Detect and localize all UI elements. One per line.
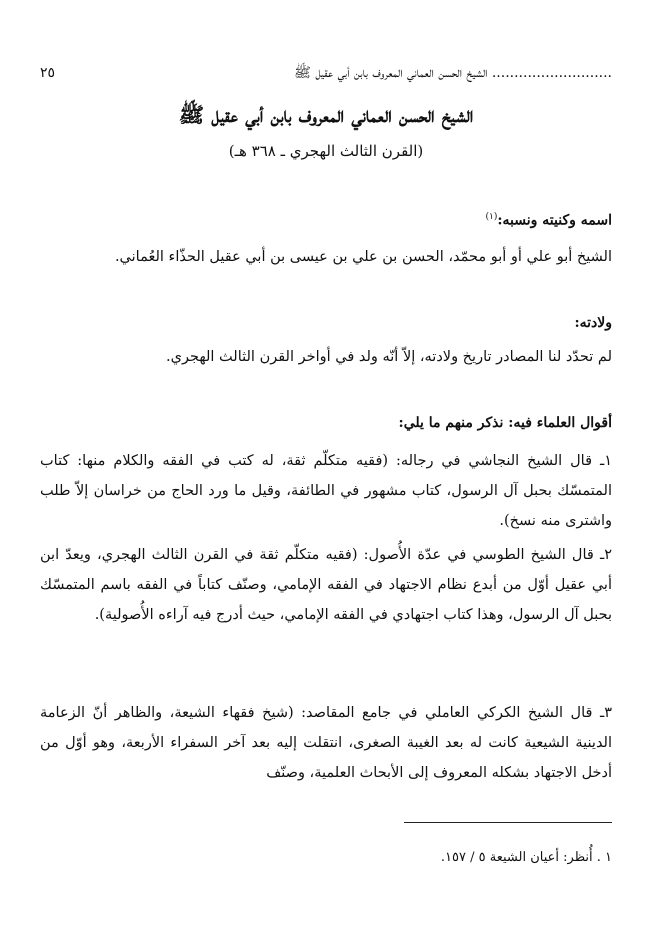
- footnote: ١ . أُنظر: أعيان الشيعة ٥ / ١٥٧.: [440, 850, 612, 865]
- section-heading-name: [486, 206, 613, 232]
- chapter-title: الشيخ الحسن العماني المعروف بابن أبي عقيل ﷺ: [178, 102, 474, 127]
- birth-paragraph: لم تحدّد لنا المصادر تاريخ ولادته، إلاّ أنّه ولد في أواخر القرن الثالث الهجري.: [166, 349, 612, 365]
- footnote-marker[interactable]: (١): [485, 212, 498, 222]
- section-heading-birth: ولادته:: [574, 315, 612, 331]
- saying-paragraph-3: ٣ـ قال الشيخ الكركي العاملي في جامع المقاصد: (شيخ فقهاء الشيعة، والظاهر أنّ الزعامة الدينية الشيعية كانت له بعد الغيبة الصغرى، انتقلت إليه بعد آخر السفراء الأربعة، وهو أوّل من أدخل الاجتهاد بشكله المعروف إلى الأبحاث العلمية، وصنّف: [40, 705, 612, 781]
- book-page: [40, 48, 612, 888]
- running-header-title: ........................... الشيخ الحسن العماني المعروف بابن أبي عقيل ﷺ: [294, 65, 612, 81]
- saying-paragraph-1: ١ـ قال الشيخ النجاشي في رجاله: (فقيه متكلّم ثقة، له كتب في الفقه والكلام منها: كتاب المتمسّك بحبل آل الرسول، كتاب مشهور في الطائفة، وقيل ما ورد الحاج من خراسان إلاّ طلب واشترى منه نسخ).: [40, 453, 612, 529]
- page-number: ٢٥: [40, 65, 56, 81]
- saying-paragraph-2: ٢ـ قال الشيخ الطوسي في عدّة الأُصول: (فقيه متكلّم ثقة في القرن الثالث الهجري، ويعدّ ابن أبي عقيل أوّل من أبدع نظام الاجتهاد في الفقه الإمامي، وصنّف كتاباً في الفقه باسم المتمسّك بحبل آل الرسول، وهذا كتاب اجتهادي في الفقه الإمامي، حيث أدرج فيه آراءه الأُصولية).: [40, 547, 612, 623]
- name-paragraph: الشيخ أبو علي أو أبو محمّد، الحسن بن علي بن عيسى بن أبي عقيل الحذّاء العُماني.: [114, 249, 612, 265]
- running-header: [40, 62, 612, 84]
- section-heading-sayings: أقوال العلماء فيه: نذكر منهم ما يلي:: [398, 415, 612, 431]
- section-heading-name-text: اسمه وكنيته ونسبه:: [497, 212, 612, 229]
- chapter-subtitle: (القرن الثالث الهجري ـ ٣٦٨ هـ): [228, 142, 424, 160]
- footnote-divider: [404, 822, 612, 823]
